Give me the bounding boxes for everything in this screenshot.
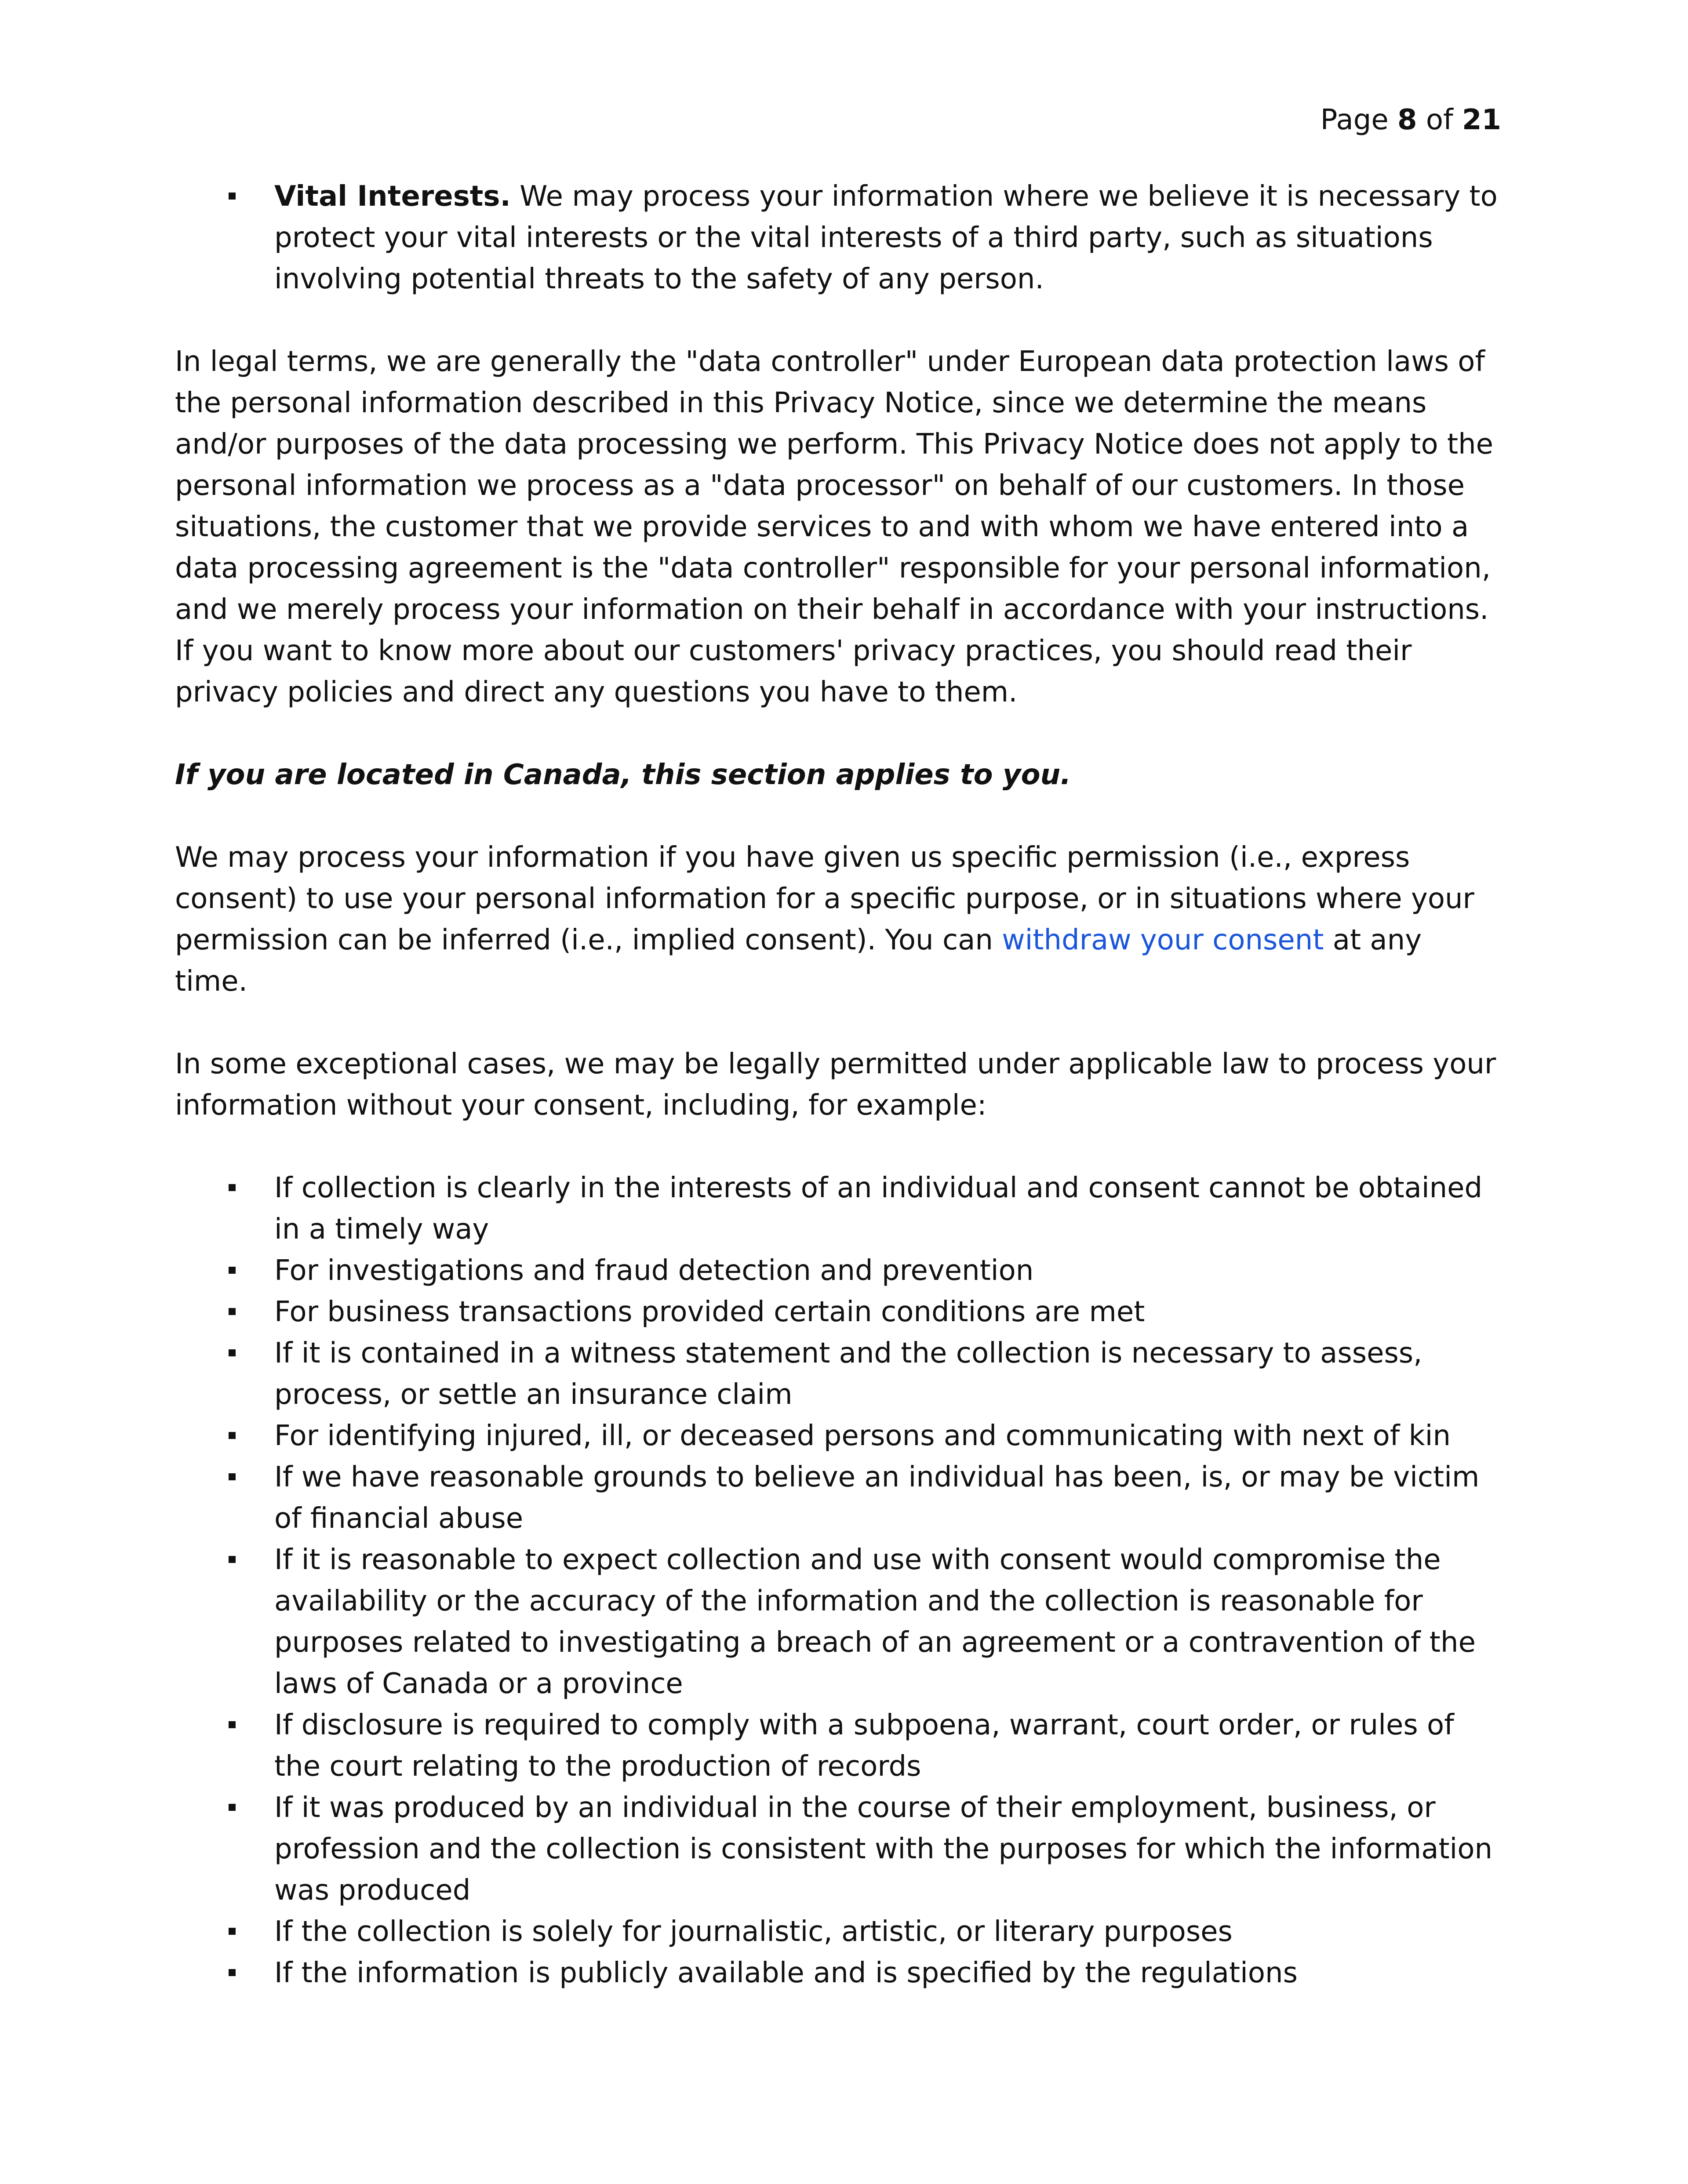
vital-interests-list	[175, 176, 1502, 300]
list-item-text: If it is contained in a witness statement and the collection is necessary to assess, process, or settle an insurance claim	[274, 1337, 1422, 1411]
square-bullet-icon	[229, 1804, 236, 1811]
square-bullet-icon	[229, 1267, 236, 1274]
page-number-prefix: Page	[1320, 104, 1389, 136]
square-bullet-icon	[229, 1928, 236, 1935]
square-bullet-icon	[229, 1349, 236, 1356]
list-item-text: If disclosure is required to comply with a subpoena, warrant, court order, or rules of the court relating to the production of records	[274, 1709, 1454, 1783]
list-item	[175, 1415, 1502, 1457]
list-item	[175, 1704, 1502, 1787]
page-number	[1321, 99, 1501, 141]
square-bullet-icon	[229, 1556, 236, 1563]
list-item-text: For business transactions provided certain conditions are met	[274, 1296, 1145, 1328]
list-item-text: If collection is clearly in the interests of an individual and consent cannot be obtained in a timely way	[274, 1172, 1483, 1246]
list-item	[175, 1167, 1502, 1250]
square-bullet-icon	[229, 1308, 236, 1315]
withdraw-consent-link[interactable]: withdraw your consent	[1002, 924, 1324, 956]
legal-terms-paragraph: In legal terms, we are generally the "data controller" under European data protection laws of the personal information described in this Privacy Notice, since we determine the means and/or purposes of the data processing we perform. This Privacy Notice does not apply to the personal information we process as a "data processor" on behalf of our customers. In those situations, the customer that we provide services to and with whom we have entered into a data processing agreement is the "data controller" responsible for your personal information, and we merely process your information on their behalf in accordance with your instructions. If you want to know more about our customers' privacy practices, you should read their privacy policies and direct any questions you have to them.	[175, 345, 1493, 709]
list-item	[175, 1952, 1502, 1994]
list-item	[175, 1291, 1502, 1333]
square-bullet-icon	[229, 1432, 236, 1439]
square-bullet-icon	[229, 1473, 236, 1480]
list-item	[175, 1787, 1502, 1911]
list-item	[175, 176, 1502, 300]
list-item-text: If it was produced by an individual in the course of their employment, business, or profession and the collection is consistent with the purposes for which the information was produced	[274, 1792, 1493, 1907]
list-item-text: For investigations and fraud detection and prevention	[274, 1254, 1034, 1287]
square-bullet-icon	[229, 193, 236, 200]
list-item	[175, 1250, 1502, 1291]
list-item-text: If the information is publicly available and is specified by the regulations	[274, 1957, 1298, 1989]
consent-text-before: We may process your information if you have given us specific permission (i.e., express consent) to use your personal information for a specific purpose, or in situations where your permission can be inferred (i.e., implied consent). You can	[175, 841, 1474, 956]
list-item-text: If the collection is solely for journalistic, artistic, or literary purposes	[274, 1915, 1233, 1948]
document-body	[175, 176, 1502, 1994]
list-item-text: For identifying injured, ill, or deceased persons and communicating with next of kin	[274, 1420, 1451, 1452]
square-bullet-icon	[229, 1184, 236, 1191]
list-item	[175, 1911, 1502, 1952]
consent-text-after: at any time.	[175, 924, 1422, 998]
exceptional-cases-intro: In some exceptional cases, we may be legally permitted under applicable law to process your information without your consent, including, for example:	[175, 1048, 1496, 1122]
list-item	[175, 1333, 1502, 1415]
square-bullet-icon	[229, 1969, 236, 1976]
list-item-text: If it is reasonable to expect collection and use with consent would compromise the availability or the accuracy of the information and the collection is reasonable for purposes related to investigating a breach of an agreement or a contravention of the laws of Canada or a province	[274, 1544, 1476, 1700]
list-item	[175, 1457, 1502, 1539]
canada-section-heading: If you are located in Canada, this section applies to you.	[175, 759, 1071, 791]
page-number-total: 21	[1462, 104, 1501, 136]
consent-paragraph	[175, 837, 1502, 1002]
page-number-current: 8	[1397, 104, 1417, 136]
page-number-of: of	[1426, 104, 1453, 136]
list-item-term: Vital Interests.	[274, 180, 511, 213]
exceptions-list	[175, 1167, 1502, 1994]
list-item-text: If we have reasonable grounds to believe an individual has been, is, or may be victim of financial abuse	[274, 1461, 1480, 1535]
list-item	[175, 1539, 1502, 1704]
square-bullet-icon	[229, 1721, 236, 1728]
list-item-text: We may process your information where we believe it is necessary to protect your vital interests or the vital interests of a third party, such as situations involving potential threats to the safety of any person.	[274, 180, 1498, 295]
